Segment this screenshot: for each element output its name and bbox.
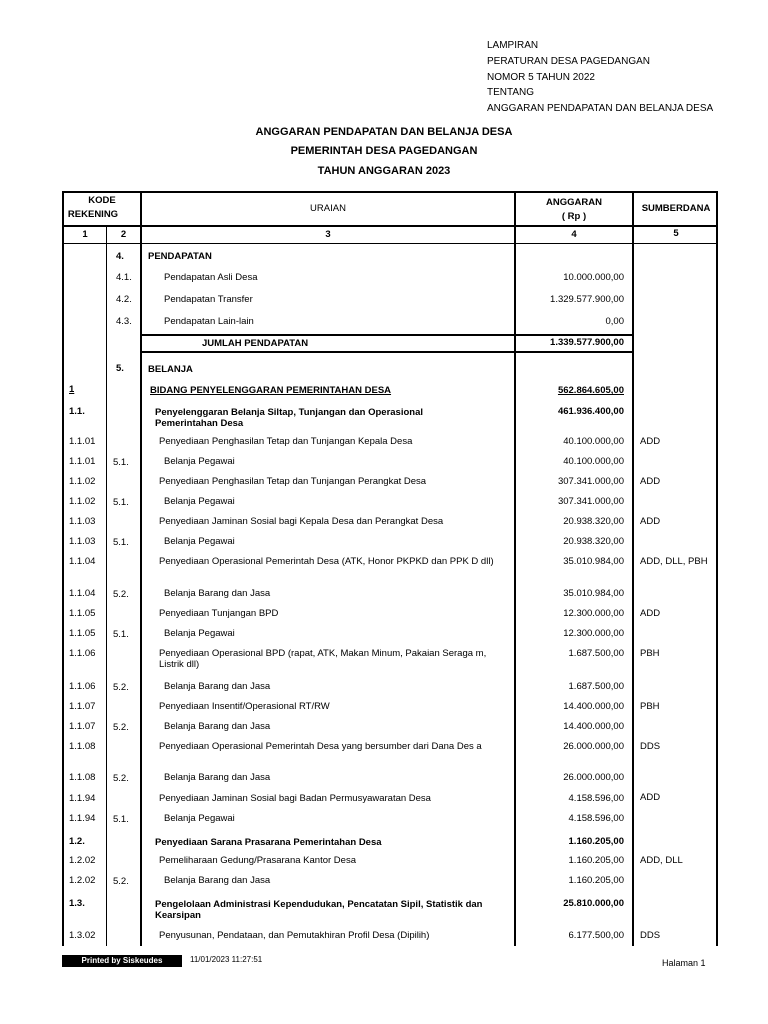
row-amount: 20.938.320,00 [563,536,624,547]
row-desc: Pendapatan Lain-lain [164,316,254,327]
row-code1: 1.2.02 [69,855,96,866]
row-amount: 26.000.000,00 [563,772,624,783]
row-code2: 5.1. [113,629,129,640]
row-code1: 1.1.07 [69,701,96,712]
row-code1: 1.1.02 [69,496,96,507]
header-rekening: REKENING [67,209,119,220]
row-amount: 35.010.984,00 [563,556,624,567]
row-desc: BIDANG PENYELENGGARAN PEMERINTAHAN DESA [150,385,392,396]
row-desc: Penyediaan Jaminan Sosial bagi Badan Permusyawaratan Desa [159,793,431,804]
row-source: PBH [640,701,660,712]
row-code2: 4.2. [116,294,132,305]
row-desc: Penyediaan Sarana Prasarana Pemerintahan Desa [155,837,382,848]
row-code1: 1.1.94 [69,813,96,824]
table-border [62,191,718,193]
attachment-line: PERATURAN DESA PAGEDANGAN [487,55,650,67]
row-desc: Belanja Pegawai [164,628,235,639]
header-number: 5 [673,228,679,239]
header-sumberdana: SUMBERDANA [641,203,711,214]
attachment-block [487,38,713,117]
row-source: ADD [640,476,661,487]
row-code2: 5.1. [113,537,129,548]
row-code1: 1.1.05 [69,608,96,619]
row-code1: 1.1.04 [69,588,96,599]
header-uraian: URAIAN [310,203,346,214]
table-border [62,243,718,244]
row-source: DDS [640,741,661,752]
row-desc: Pendapatan Asli Desa [164,272,258,283]
document-title: ANGGARAN PENDAPATAN DAN BELANJA DESA [255,126,513,138]
document-year: TAHUN ANGGARAN 2023 [317,165,451,177]
table-border [106,225,107,946]
row-amount: 40.100.000,00 [563,456,624,467]
row-desc: JUMLAH PENDAPATAN [202,338,309,349]
row-source: ADD [640,792,661,803]
row-code1: 1.1.01 [69,436,96,447]
row-desc: Belanja Pegawai [164,813,235,824]
row-desc: Penyediaan Operasional Pemerintah Desa (ATK, Honor PKPKD dan PPK D dll) [159,556,494,567]
header-number: 1 [82,229,88,240]
attachment-line: ANGGARAN PENDAPATAN DAN BELANJA DESA [487,103,714,115]
table-border [632,191,634,946]
row-code1: 1.1.06 [69,681,96,692]
row-source: ADD, DLL [640,855,683,866]
row-source: ADD [640,608,661,619]
row-amount: 1.687.500,00 [568,648,624,659]
row-source: ADD, DLL, PBH [640,556,708,567]
row-code1: 1.1.08 [69,772,96,783]
table-border [140,191,142,946]
row-desc: Penyusunan, Pendataan, dan Pemutakhiran Profil Desa (Dipilih) [159,930,430,941]
attachment-line: NOMOR 5 TAHUN 2022 [487,71,595,83]
row-desc: Pengelolaan Administrasi Kependudukan, Pencatatan Sipil, Statistik dan Kearsipan [155,899,483,921]
row-amount: 14.400.000,00 [563,721,624,732]
row-desc: PENDAPATAN [148,251,212,262]
row-code1: 1.1. [69,406,85,417]
row-code1: 1.3.02 [69,930,96,941]
row-amount: 307.341.000,00 [557,476,624,487]
row-code1: 1.1.04 [69,556,96,567]
row-amount: 25.810.000,00 [563,898,624,909]
row-desc: Belanja Pegawai [164,496,235,507]
row-amount: 35.010.984,00 [563,588,624,599]
row-code1: 1.1.94 [69,793,96,804]
table-border [140,334,634,336]
row-amount: 1.160.205,00 [568,855,624,866]
row-desc: Belanja Barang dan Jasa [164,721,271,732]
row-amount: 562.864.605,00 [557,385,624,396]
header-kode: KODE [88,195,116,206]
row-code2: 5. [116,363,124,374]
row-amount: 14.400.000,00 [563,701,624,712]
table-border [62,225,718,227]
row-desc: Pemeliharaan Gedung/Prasarana Kantor Desa [159,855,356,866]
row-amount: 4.158.596,00 [568,793,624,804]
row-code1: 1.1.07 [69,721,96,732]
row-source: PBH [640,648,660,659]
row-amount: 12.300.000,00 [563,608,624,619]
row-code2: 5.1. [113,457,129,468]
row-code2: 5.2. [113,682,129,693]
row-code1: 1.3. [69,898,85,909]
row-code1: 1.2.02 [69,875,96,886]
header-number: 4 [571,229,577,240]
row-amount: 461.936.400,00 [557,406,624,417]
row-code1: 1.1.02 [69,476,96,487]
row-source: ADD [640,516,661,527]
row-desc: Pendapatan Transfer [164,294,253,305]
header-rp: ( Rp ) [561,211,587,222]
row-code2: 5.2. [113,773,129,784]
row-desc: Penyediaan Penghasilan Tetap dan Tunjangan Kepala Desa [159,436,413,447]
row-desc: Belanja Barang dan Jasa [164,875,271,886]
row-source: ADD [640,436,661,447]
row-desc: Penyediaan Jaminan Sosial bagi Kepala Desa dan Perangkat Desa [159,516,444,527]
row-code2: 5.2. [113,722,129,733]
row-amount: 0,00 [605,316,624,327]
row-amount: 1.687.500,00 [568,681,624,692]
row-desc: Belanja Barang dan Jasa [164,681,271,692]
header-number: 2 [120,229,127,240]
header-anggaran: ANGGARAN [546,197,602,208]
row-code1: 1 [69,384,75,395]
row-code1: 1.1.06 [69,648,96,659]
attachment-line: TENTANG [487,87,535,99]
row-code1: 1.2. [69,836,85,847]
row-desc: Belanja Pegawai [164,536,235,547]
row-desc: Belanja Barang dan Jasa [164,772,271,783]
row-desc: Penyediaan Penghasilan Tetap dan Tunjangan Perangkat Desa [159,476,427,487]
row-code2: 5.2. [113,876,129,887]
table-border [716,191,718,946]
row-amount: 6.177.500,00 [568,930,624,941]
table-border [62,191,64,946]
row-desc: Penyediaan Operasional Pemerintah Desa yang bersumber dari Dana Des a [159,741,482,752]
row-code2: 5.2. [113,589,129,600]
row-code1: 1.1.08 [69,741,96,752]
row-amount: 1.329.577.900,00 [550,294,624,305]
row-source: DDS [640,930,661,941]
row-amount: 10.000.000,00 [563,272,624,283]
print-datetime: 11/01/2023 11:27:51 [190,955,263,964]
row-desc: Belanja Pegawai [164,456,235,467]
row-code1: 1.1.05 [69,628,96,639]
row-desc: Belanja Barang dan Jasa [164,588,271,599]
row-amount: 20.938.320,00 [563,516,624,527]
page-number: Halaman 1 [662,958,706,968]
table-border [140,351,634,353]
row-desc: Penyediaan Tunjangan BPD [159,608,279,619]
row-amount: 4.158.596,00 [568,813,624,824]
row-amount: 1.339.577.900,00 [550,337,624,348]
row-code1: 1.1.03 [69,536,96,547]
row-code1: 1.1.03 [69,516,96,527]
row-amount: 26.000.000,00 [563,741,624,752]
row-amount: 1.160.205,00 [568,836,624,847]
row-desc: Penyelenggaran Belanja Siltap, Tunjangan dan Operasional Pemerintahan Desa [155,407,423,429]
row-code2: 5.1. [113,814,129,825]
row-code2: 4.3. [116,316,132,327]
row-code2: 4.1. [116,272,132,283]
row-desc: Penyediaan Operasional BPD (rapat, ATK, Makan Minum, Pakaian Seraga m, Listrik dll) [159,648,487,670]
document-subtitle: PEMERINTAH DESA PAGEDANGAN [290,145,478,157]
row-code1: 1.1.01 [69,456,96,467]
row-amount: 12.300.000,00 [563,628,624,639]
row-amount: 40.100.000,00 [563,436,624,447]
header-number: 3 [325,229,331,240]
printed-by-badge: Printed by Siskeudes [62,955,182,967]
row-code2: 4. [116,251,124,262]
budget-table [62,191,718,946]
row-code2: 5.1. [113,497,129,508]
attachment-line: LAMPIRAN [487,40,539,51]
row-desc: BELANJA [148,364,193,375]
row-desc: Penyediaan Insentif/Operasional RT/RW [159,701,330,712]
row-amount: 307.341.000,00 [557,496,624,507]
row-amount: 1.160.205,00 [568,875,624,886]
